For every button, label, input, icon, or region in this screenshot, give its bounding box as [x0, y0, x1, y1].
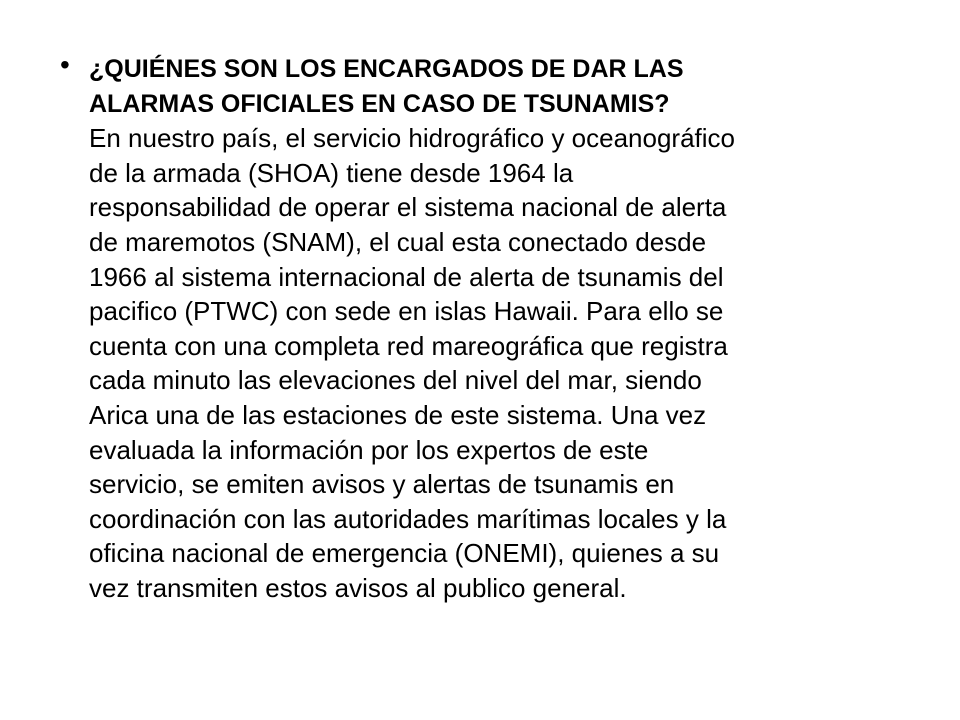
body-line: evaluada la información por los expertos de este	[89, 434, 649, 465]
body-line: responsabilidad de operar el sistema nacional de alerta	[89, 192, 727, 223]
bullet-marker: •	[60, 49, 70, 80]
body-line: En nuestro país, el servicio hidrográfico y oceanográfico	[89, 123, 736, 154]
body-line: coordinación con las autoridades marítimas locales y la	[89, 503, 727, 534]
slide-text	[89, 52, 901, 606]
body-line: 1966 al sistema internacional de alerta de tsunamis del	[89, 261, 724, 292]
heading-line: ALARMAS OFICIALES EN CASO DE TSUNAMIS?	[89, 89, 670, 118]
body-line: de maremotos (SNAM), el cual esta conectado desde	[89, 226, 707, 257]
body-line: cada minuto las elevaciones del nivel del mar, siendo	[89, 365, 702, 396]
body-line: vez transmiten estos avisos al publico general.	[89, 572, 627, 603]
body-line: de la armada (SHOA) tiene desde 1964 la	[89, 157, 574, 188]
heading-line: ¿QUIÉNES SON LOS ENCARGADOS DE DAR LAS	[89, 55, 684, 83]
body-line: servicio, se emiten avisos y alertas de tsunamis en	[89, 469, 675, 500]
body-line: cuenta con una completa red mareográfica que registra	[89, 330, 728, 361]
body-line: oficina nacional de emergencia (ONEMI), quienes a su	[89, 538, 720, 569]
body-line: Arica una de las estaciones de este sistema. Una vez	[89, 399, 707, 430]
body-line: pacifico (PTWC) con sede en islas Hawaii. Para ello se	[89, 296, 724, 327]
